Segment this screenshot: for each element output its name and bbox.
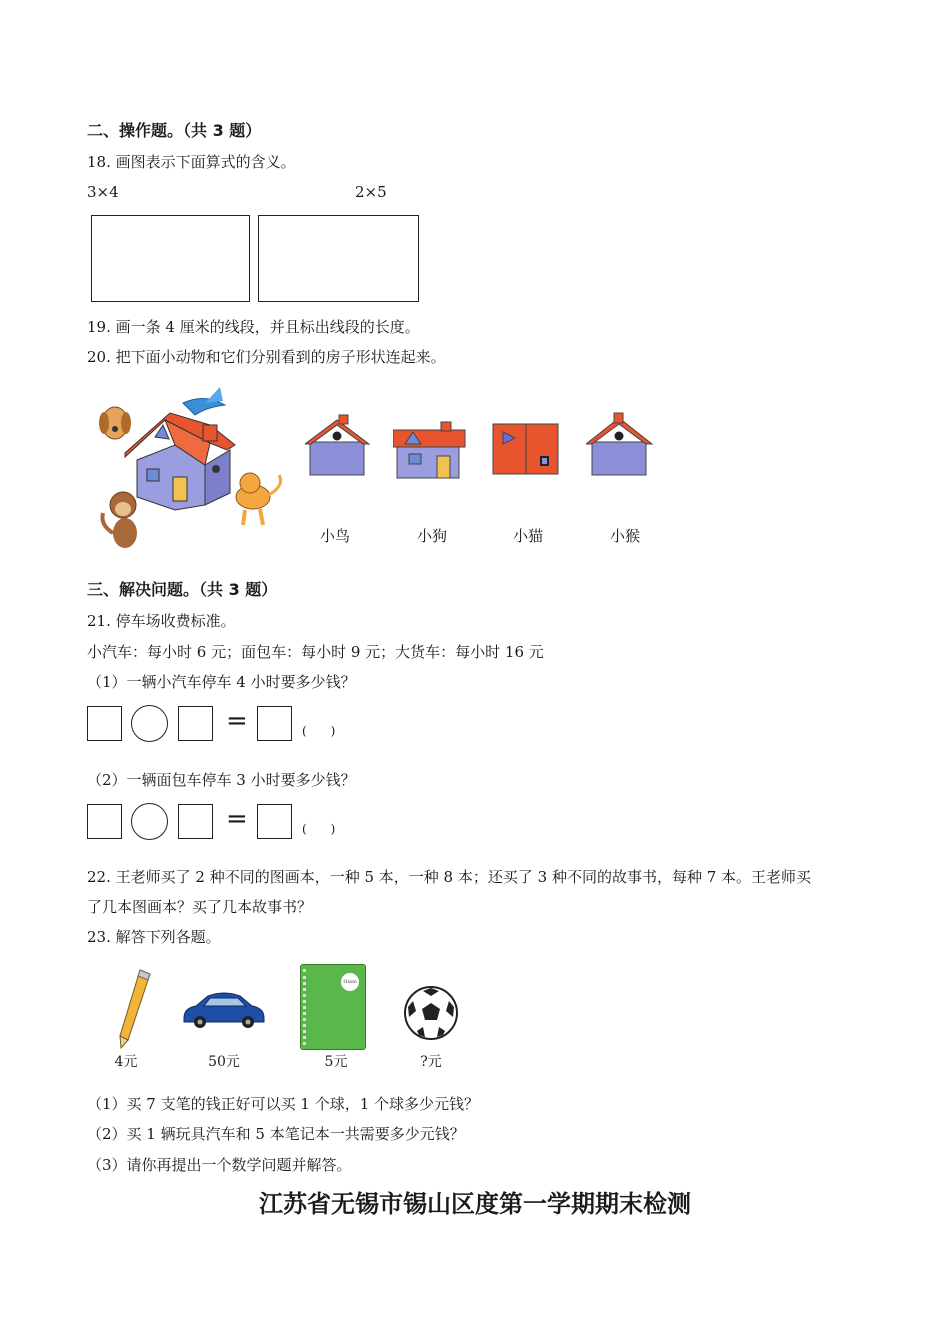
notebook-badge: Hmm: [341, 973, 359, 991]
price-car: 50元: [208, 1054, 240, 1070]
q21-2-operand-box-2[interactable]: [178, 804, 213, 839]
section-3-title: 三、解决问题。（共 3 题）: [87, 580, 278, 599]
q21-2-operator-circle[interactable]: [131, 803, 168, 840]
footer-title: 江苏省无锡市锡山区度第一学期期末检测: [259, 1190, 691, 1218]
q23-part3: （3）请你再提出一个数学问题并解答。: [87, 1156, 352, 1174]
price-ball: ?元: [420, 1054, 442, 1070]
q21-2-equals-sign: =: [226, 804, 248, 834]
section-2-title: 二、操作题。（共 3 题）: [87, 121, 262, 140]
q18-expr-1: 3×4: [87, 183, 119, 201]
q21-1-unit-paren[interactable]: ( ): [302, 724, 336, 738]
house-view-1-icon: [305, 412, 373, 480]
q19-text: 19. 画一条 4 厘米的线段，并且标出线段的长度。: [87, 318, 420, 336]
q21-part1: （1）一辆小汽车停车 4 小时要多少钱？: [87, 673, 356, 691]
q21-2-result-box[interactable]: [257, 804, 292, 839]
q22-text-line-2: 了几本图画本？买了几本故事书？: [87, 898, 313, 916]
q23-part1: （1）买 7 支笔的钱正好可以买 1 个球，1 个球多少元钱？: [87, 1095, 480, 1113]
q18-expr-2: 2×5: [355, 183, 387, 201]
q21-1-equals-sign: =: [226, 706, 248, 736]
q21-part2: （2）一辆面包车停车 3 小时要多少钱？: [87, 771, 356, 789]
house-view-3-icon: [491, 422, 561, 478]
toy-car-icon: [180, 988, 266, 1030]
house-view-4-icon: [586, 410, 654, 480]
pencil-icon: [110, 968, 155, 1050]
animal-label-dog: 小狗: [416, 527, 447, 545]
soccer-ball-icon: [403, 985, 459, 1041]
q21-rates: 小汽车：每小时 6 元；面包车：每小时 9 元；大货车：每小时 16 元: [87, 643, 544, 661]
q21-1-operand-box-2[interactable]: [178, 706, 213, 741]
q21-1-result-box[interactable]: [257, 706, 292, 741]
q22-text-line-1: 22. 王老师买了 2 种不同的图画本，一种 5 本，一种 8 本；还买了 3 种不同的故事书，每种 7 本。王老师买: [87, 868, 812, 886]
q20-text: 20. 把下面小动物和它们分别看到的房子形状连起来。: [87, 348, 446, 366]
q23-part2: （2）买 1 辆玩具汽车和 5 本笔记本一共需要多少元钱？: [87, 1125, 465, 1143]
q21-1-operator-circle[interactable]: [131, 705, 168, 742]
animal-label-monkey: 小猴: [609, 527, 640, 545]
q21-1-operand-box-1[interactable]: [87, 706, 122, 741]
q18-text: 18. 画图表示下面算式的含义。: [87, 153, 296, 171]
price-pencil: 4元: [114, 1054, 138, 1070]
q21-2-unit-paren[interactable]: ( ): [302, 822, 336, 836]
q21-text: 21. 停车场收费标准。: [87, 612, 236, 630]
q18-drawing-box-2[interactable]: [258, 215, 419, 302]
q23-text: 23. 解答下列各题。: [87, 928, 221, 946]
house-view-2-icon: [393, 418, 468, 480]
house-with-animals-illustration: [95, 385, 290, 555]
price-notebook: 5元: [324, 1054, 348, 1070]
animal-label-cat: 小猫: [512, 527, 543, 545]
q18-drawing-box-1[interactable]: [91, 215, 250, 302]
animal-label-bird: 小鸟: [319, 527, 350, 545]
q21-2-operand-box-1[interactable]: [87, 804, 122, 839]
notebook-icon: [300, 964, 366, 1050]
